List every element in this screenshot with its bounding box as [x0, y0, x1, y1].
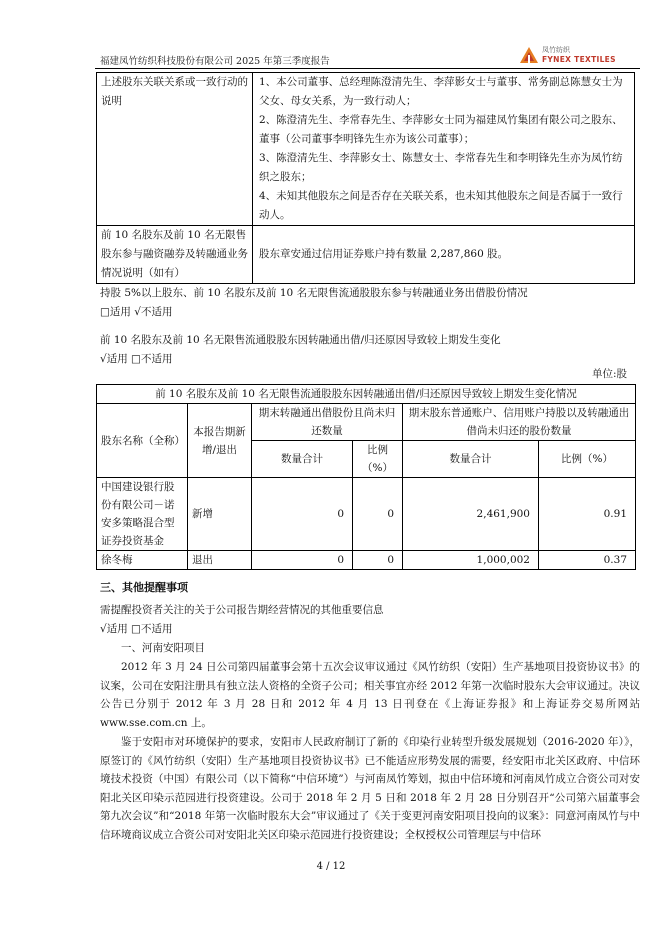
margin-value: 股东章安通过信用证券账户持有数量 2,287,860 股。	[253, 226, 635, 284]
related-note: 1、本公司董事、总经理陈澄清先生、李萍影女士与董事、常务副总陈慧女士为父女、母女关系，为一致行动人；	[259, 76, 623, 107]
section-options: √适用 □不适用	[100, 623, 173, 635]
row-hold-qty: 2,461,900	[403, 478, 539, 551]
lending-title: 持股 5%以上股东、前 10 名股东及前 10 名无限售流通股股东参与转融通业务出借股份情况	[100, 287, 528, 299]
header-rule	[95, 68, 640, 69]
related-note: 3、陈澄清先生、李萍影女士、陈慧女士、李常春先生和李明锋先生亦为凤竹纺织之股东；	[259, 152, 623, 183]
unit-label: 单位:股	[591, 368, 627, 380]
section-intro: 需提醒投资者关注的关于公司报告期经营情况的其他重要信息	[100, 604, 384, 616]
row-hold-qty: 1,000,002	[403, 551, 539, 570]
row-lend-qty: 0	[252, 478, 353, 551]
page-number: 4 / 12	[316, 861, 346, 872]
table-row	[97, 385, 636, 404]
header-hold-group: 期末股东普通账户、信用账户持股以及转融通出借尚未归还的股份数量	[403, 404, 636, 441]
report-header: 福建凤竹纺织科技股份有限公司 2025 年第三季度报告	[100, 56, 330, 67]
header-lend-ratio: 比例（%）	[353, 441, 403, 478]
paragraph: 2012 年 3 月 24 日公司第四届董事会第十五次会议审议通过《风竹纺织（安阳）生产基地项目投资协议书》的议案，公司在安阳注册具有独立法人资格的全资子公司；相关事宜亦经 2012 年第一次临时股东大会审议通过。决议公告已分别于 2012 年 3 月 28 日和 2012 年 4 月 13 日刊登在《上海证券报》和上海证券交易所网站 www.sse.com.cn 上。	[100, 661, 640, 729]
header-name: 股东名称（全称）	[97, 404, 188, 478]
row-name: 中国建设银行股份有限公司－诺安多策略混合型证券投资基金	[97, 478, 188, 551]
header-lend-qty: 数量合计	[252, 441, 353, 478]
header-lend-group: 期末转融通出借股份且尚未归还数量	[252, 404, 403, 441]
section-title: 三、其他提醒事项	[100, 581, 188, 594]
change-options: √适用 □不适用	[100, 353, 173, 365]
company-logo	[520, 46, 616, 64]
logo-en: FYNEX TEXTILES	[542, 55, 616, 64]
related-note: 2、陈澄清先生、李常春先生、李萍影女士同为福建凤竹集团有限公司之股东、董事（公司董事李明锋先生亦为该公司董事）；	[259, 114, 623, 145]
logo-icon	[520, 47, 538, 63]
row-status: 新增	[188, 478, 252, 551]
header-hold-qty: 数量合计	[403, 441, 539, 478]
change-title: 前 10 名股东及前 10 名无限售流通股股东因转融通出借/归还原因导致较上期发生变化	[100, 334, 501, 346]
header-status: 本报告期新增/退出	[188, 404, 252, 478]
row-hold-ratio: 0.91	[539, 478, 636, 551]
lending-options: □适用 √不适用	[100, 306, 173, 318]
related-label: 上述股东关联关系或一致行动的说明	[97, 73, 253, 226]
item-heading: 一、河南安阳项目	[121, 642, 205, 654]
table-row	[97, 478, 636, 551]
table-row	[97, 226, 635, 284]
table-row	[97, 73, 635, 226]
row-status: 退出	[188, 551, 252, 570]
header-hold-ratio: 比例（%）	[539, 441, 636, 478]
margin-label: 前 10 名股东及前 10 名无限售股东参与融资融券及转融通业务情况说明（如有）	[97, 226, 253, 284]
change-table-caption: 前 10 名股东及前 10 名无限售流通股股东因转融通出借/归还原因导致较上期发生变化情况	[97, 385, 636, 404]
related-note: 4、未知其他股东之间是否存在关联关系，也未知其他股东之间是否属于一致行动人。	[259, 190, 623, 221]
row-lend-ratio: 0	[353, 478, 403, 551]
related-party-table	[96, 72, 635, 284]
logo-cn: 凤竹纺织	[542, 46, 570, 54]
paragraph: 鉴于安阳市对环境保护的要求，安阳市人民政府制订了新的《印染行业转型升级发展规划（2016-2020 年）》，原签订的《风竹纺织（安阳）生产基地项目投资协议书》已不能适应形势发展的需要，经安阳市北关区政府、中信环境技术投资（中国）有限公司（以下简称“中信环境”）与河南凤竹筹划，拟由中信环境和河南凤竹成立合资公司对安阳北关区印染示范园进行投资建设。公司于 2018 年 2 月 5 日和 2018 年 2 月 28 日分别召开“公司第六届董事会第九次会议”和“2018 年第一次临时股东大会”审议通过了《关于变更河南安阳项目投向的议案》：同意河南凤竹与中信环境商议成立合资公司对安阳北关区印染示范园进行投资建设；全权授权公司管理层与中信环	[100, 736, 640, 841]
table-row	[97, 404, 636, 441]
row-hold-ratio: 0.37	[539, 551, 636, 570]
row-lend-qty: 0	[252, 551, 353, 570]
related-notes	[253, 73, 635, 226]
change-table	[96, 384, 636, 570]
row-name: 徐冬梅	[97, 551, 188, 570]
table-row	[97, 551, 636, 570]
row-lend-ratio: 0	[353, 551, 403, 570]
